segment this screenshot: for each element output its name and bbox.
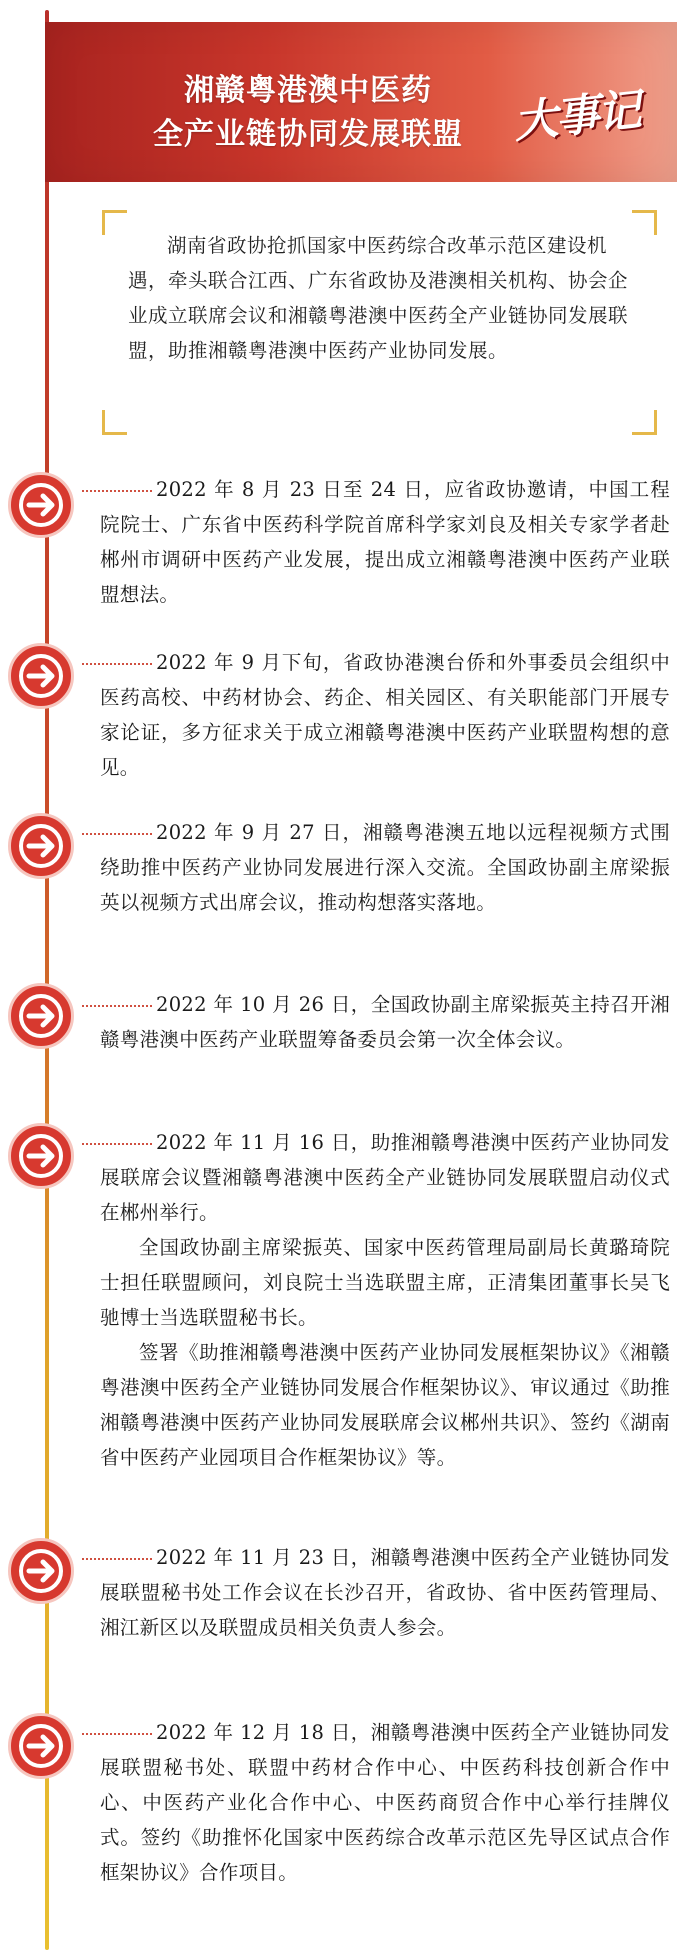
arrow-right-circle-icon [8,643,74,709]
arrow-right-circle-icon [8,472,74,538]
event-paragraph: 2022 年 9 月下旬，省政协港澳台侨和外事委员会组织中医药高校、中药材协会、药企、相关园区、有关职能部门开展专家论证，多方征求关于成立湘赣粤港澳中医药产业联盟构想的意见。 [100,651,670,779]
bracket-corner-icon [632,210,657,235]
intro-text: 湖南省政协抢抓国家中医药综合改革示范区建设机遇，牵头联合江西、广东省政协及港澳相关机构、协会企业成立联席会议和湘赣粤港澳中医药全产业链协同发展联盟，助推湘赣粤港澳中医药产业协同发展。 [128,234,629,362]
event-text [100,815,670,920]
event-paragraph: 2022 年 10 月 26 日，全国政协副主席梁振英主持召开湘赣粤港澳中医药产业联盟筹备委员会第一次全体会议。 [100,993,670,1051]
event-text [100,1125,670,1475]
arrow-right-circle-icon [8,983,74,1049]
event-paragraph: 2022 年 11 月 23 日，湘赣粤港澳中医药全产业链协同发展联盟秘书处工作会议在长沙召开，省政协、省中医药管理局、湘江新区以及联盟成员相关负责人参会。 [100,1546,670,1639]
event-text [100,1540,670,1645]
banner-emblem: 大事记 [511,84,642,149]
event-paragraph: 2022 年 11 月 16 日，助推湘赣粤港澳中医药产业协同发展联席会议暨湘赣粤港澳中医药全产业链协同发展联盟启动仪式在郴州举行。 [100,1131,670,1224]
event-text [100,987,670,1057]
banner-title-line1: 湘赣粤港澳中医药 [184,73,432,108]
banner-title-line2: 全产业链协同发展联盟 [153,117,463,152]
event-text [100,645,670,785]
arrow-right-circle-icon [8,813,74,879]
intro-box [102,210,657,435]
bracket-corner-icon [632,410,657,435]
bracket-corner-icon [102,210,127,235]
event-paragraph: 2022 年 8 月 23 日至 24 日，应省政协邀请，中国工程院院士、广东省中医药科学院首席科学家刘良及相关专家学者赴郴州市调研中医药产业发展，提出成立湘赣粤港澳中医药产业联盟想法。 [100,478,670,606]
header-banner [45,22,677,182]
event-paragraph: 2022 年 12 月 18 日，湘赣粤港澳中医药全产业链协同发展联盟秘书处、联盟中药材合作中心、中医药科技创新合作中心、中医药产业化合作中心、中医药商贸合作中心举行挂牌仪式。签约《助推怀化国家中医药综合改革示范区先导区试点合作框架协议》合作项目。 [100,1721,670,1884]
timeline-line [45,10,49,1950]
arrow-right-circle-icon [8,1538,74,1604]
event-paragraph: 全国政协副主席梁振英、国家中医药管理局副局长黄璐琦院士担任联盟顾问，刘良院士当选联盟主席，正清集团董事长吴飞驰博士当选联盟秘书长。 [100,1236,670,1329]
event-text [100,1715,670,1890]
bracket-corner-icon [102,410,127,435]
event-text [100,472,670,612]
event-paragraph: 签署《助推湘赣粤港澳中医药产业协同发展框架协议》《湘赣粤港澳中医药全产业链协同发展合作框架协议》、审议通过《助推湘赣粤港澳中医药产业协同发展联席会议郴州共识》、签约《湖南省中医药产业园项目合作框架协议》等。 [100,1341,670,1469]
event-paragraph: 2022 年 9 月 27 日，湘赣粤港澳五地以远程视频方式围绕助推中医药产业协同发展进行深入交流。全国政协副主席梁振英以视频方式出席会议，推动构想落实落地。 [100,821,670,914]
banner-title [143,69,473,157]
arrow-right-circle-icon [8,1123,74,1189]
arrow-right-circle-icon [8,1713,74,1779]
